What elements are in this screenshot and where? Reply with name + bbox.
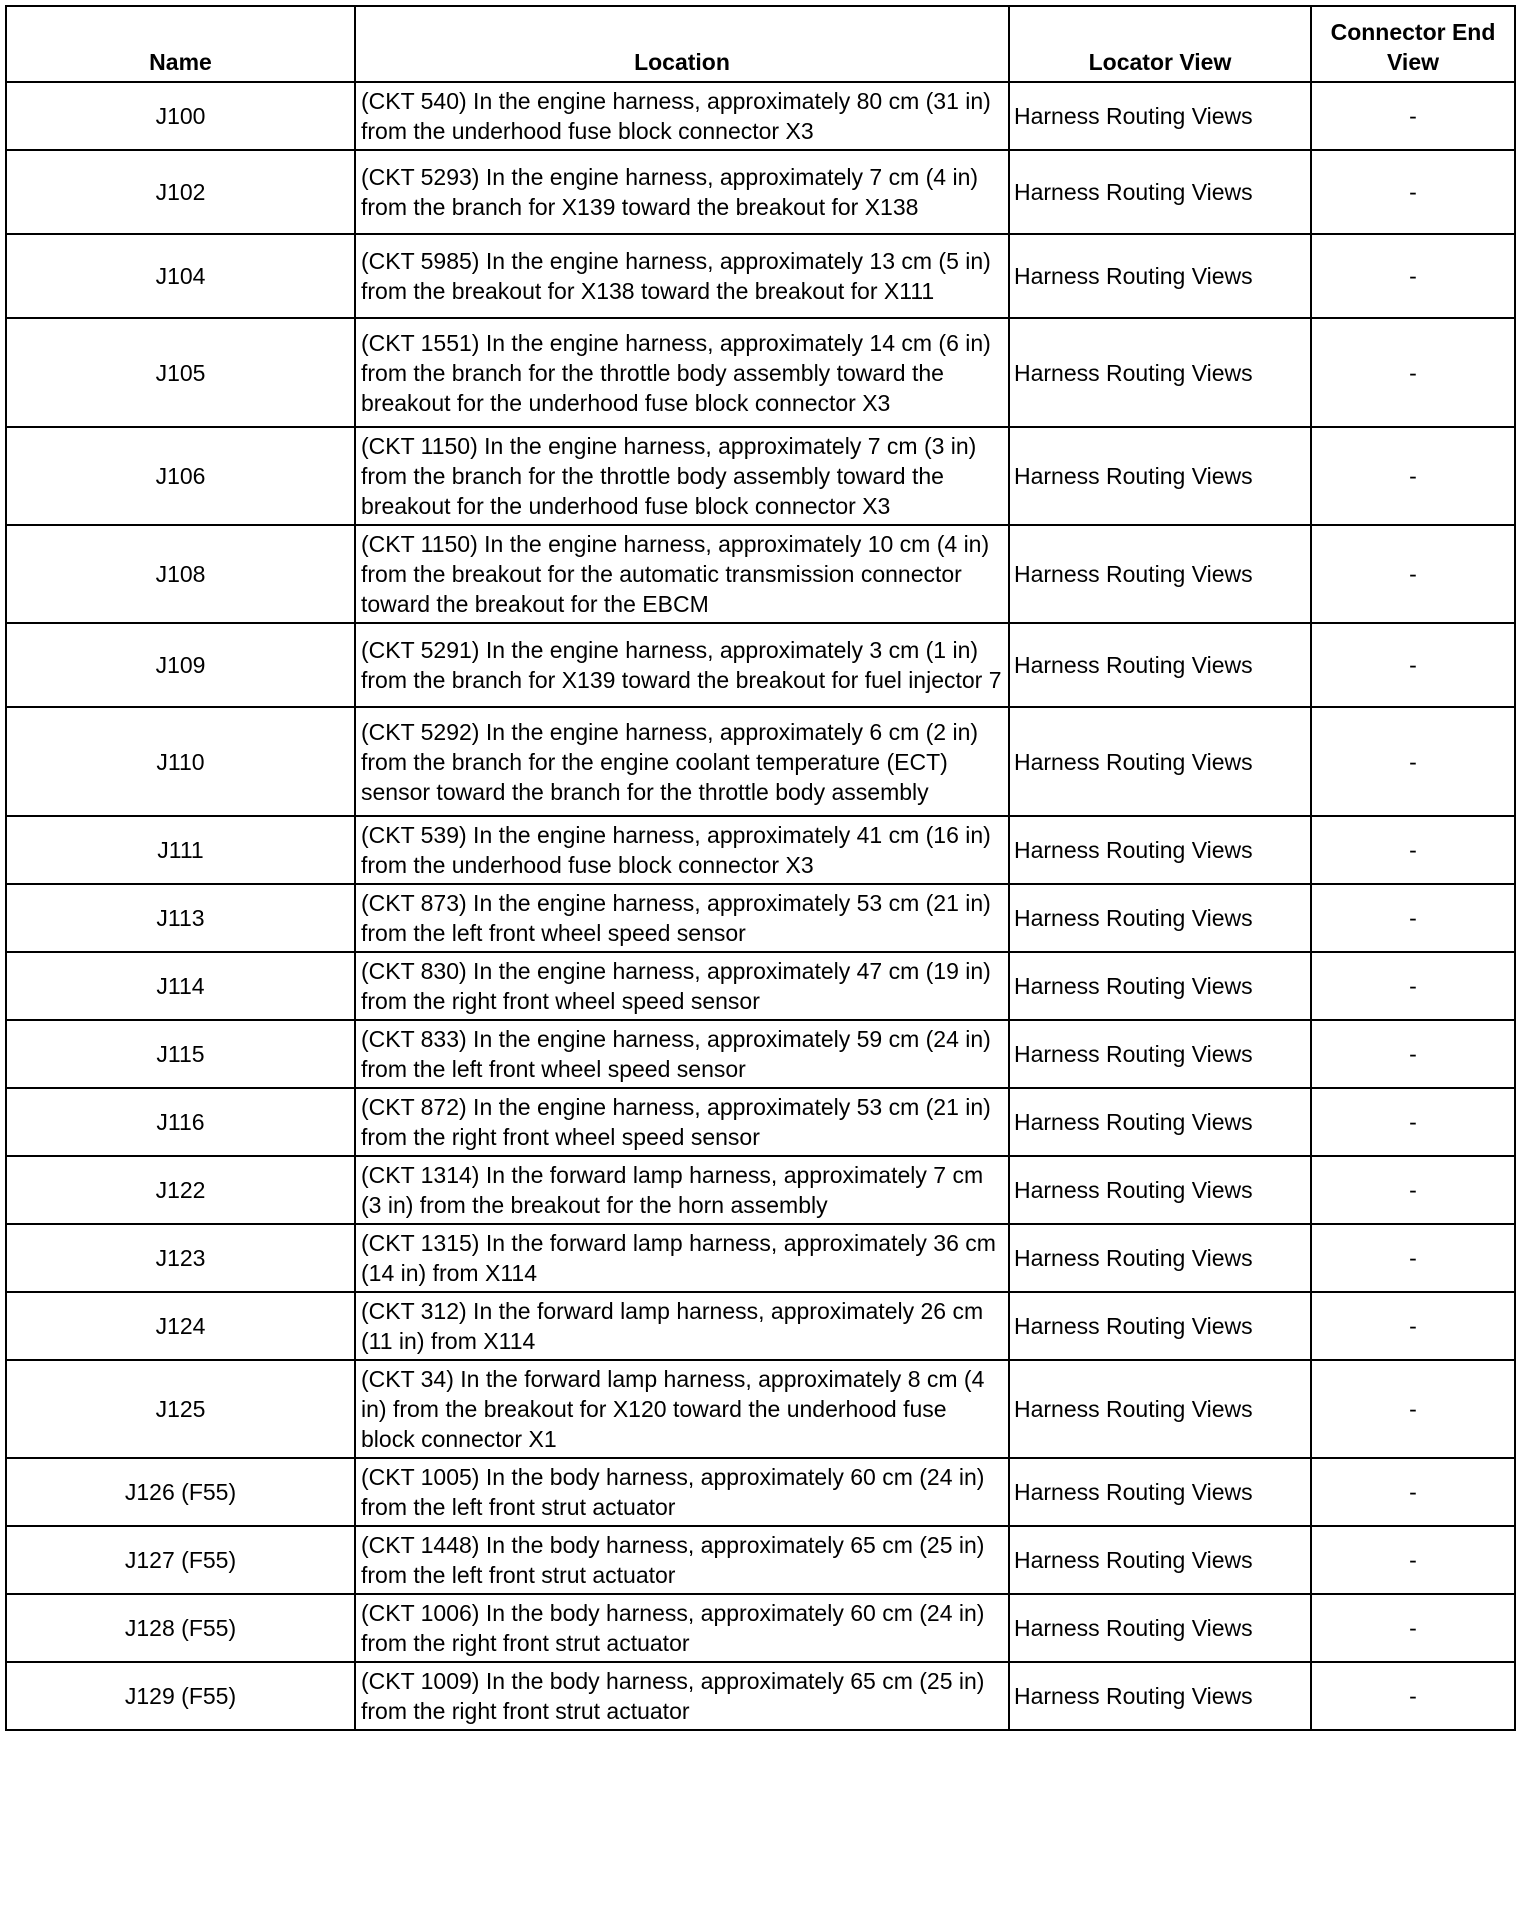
cell-locator-view[interactable]: Harness Routing Views: [1009, 884, 1311, 952]
cell-locator-view[interactable]: Harness Routing Views: [1009, 707, 1311, 816]
column-header-name: Name: [6, 6, 355, 82]
cell-name: J127 (F55): [6, 1526, 355, 1594]
cell-name: J105: [6, 318, 355, 427]
cell-connector-end-view: -: [1311, 1088, 1515, 1156]
table-row: [6, 1088, 1515, 1156]
table-row: [6, 1020, 1515, 1088]
cell-name: J122: [6, 1156, 355, 1224]
cell-locator-view[interactable]: Harness Routing Views: [1009, 150, 1311, 234]
cell-name: J110: [6, 707, 355, 816]
cell-location: (CKT 312) In the forward lamp harness, approximately 26 cm (11 in) from X114: [355, 1292, 1009, 1360]
cell-name: J102: [6, 150, 355, 234]
table-row: [6, 1662, 1515, 1730]
cell-name: J106: [6, 427, 355, 525]
cell-connector-end-view: -: [1311, 1662, 1515, 1730]
cell-name: J129 (F55): [6, 1662, 355, 1730]
cell-name: J124: [6, 1292, 355, 1360]
cell-locator-view[interactable]: Harness Routing Views: [1009, 1224, 1311, 1292]
cell-connector-end-view: -: [1311, 1458, 1515, 1526]
cell-location: (CKT 1009) In the body harness, approximately 65 cm (25 in) from the right front strut actuator: [355, 1662, 1009, 1730]
cell-locator-view[interactable]: Harness Routing Views: [1009, 1088, 1311, 1156]
cell-locator-view[interactable]: Harness Routing Views: [1009, 82, 1311, 150]
cell-locator-view[interactable]: Harness Routing Views: [1009, 1360, 1311, 1458]
cell-locator-view[interactable]: Harness Routing Views: [1009, 525, 1311, 623]
cell-connector-end-view: -: [1311, 1526, 1515, 1594]
cell-locator-view[interactable]: Harness Routing Views: [1009, 1526, 1311, 1594]
cell-locator-view[interactable]: Harness Routing Views: [1009, 318, 1311, 427]
cell-name: J128 (F55): [6, 1594, 355, 1662]
cell-locator-view[interactable]: Harness Routing Views: [1009, 623, 1311, 707]
cell-location: (CKT 1150) In the engine harness, approximately 10 cm (4 in) from the breakout for the automatic transmission connector toward the breakout for the EBCM: [355, 525, 1009, 623]
cell-name: J113: [6, 884, 355, 952]
cell-name: J125: [6, 1360, 355, 1458]
table-row: [6, 623, 1515, 707]
cell-name: J109: [6, 623, 355, 707]
cell-connector-end-view: -: [1311, 1360, 1515, 1458]
cell-location: (CKT 872) In the engine harness, approximately 53 cm (21 in) from the right front wheel speed sensor: [355, 1088, 1009, 1156]
cell-name: J115: [6, 1020, 355, 1088]
cell-location: (CKT 1551) In the engine harness, approximately 14 cm (6 in) from the branch for the throttle body assembly toward the breakout for the underhood fuse block connector X3: [355, 318, 1009, 427]
cell-name: J111: [6, 816, 355, 884]
cell-location: (CKT 1315) In the forward lamp harness, approximately 36 cm (14 in) from X114: [355, 1224, 1009, 1292]
cell-name: J100: [6, 82, 355, 150]
cell-connector-end-view: -: [1311, 816, 1515, 884]
table-row: [6, 1224, 1515, 1292]
table-row: [6, 1594, 1515, 1662]
cell-connector-end-view: -: [1311, 427, 1515, 525]
cell-connector-end-view: -: [1311, 623, 1515, 707]
table-row: [6, 1360, 1515, 1458]
table-body: [6, 82, 1515, 1730]
cell-locator-view[interactable]: Harness Routing Views: [1009, 1020, 1311, 1088]
cell-connector-end-view: -: [1311, 82, 1515, 150]
cell-name: J108: [6, 525, 355, 623]
cell-location: (CKT 873) In the engine harness, approximately 53 cm (21 in) from the left front wheel speed sensor: [355, 884, 1009, 952]
cell-name: J104: [6, 234, 355, 318]
table-row: [6, 82, 1515, 150]
table-row: [6, 707, 1515, 816]
cell-locator-view[interactable]: Harness Routing Views: [1009, 427, 1311, 525]
cell-location: (CKT 5291) In the engine harness, approximately 3 cm (1 in) from the branch for X139 toward the breakout for fuel injector 7: [355, 623, 1009, 707]
cell-location: (CKT 1150) In the engine harness, approximately 7 cm (3 in) from the branch for the throttle body assembly toward the breakout for the underhood fuse block connector X3: [355, 427, 1009, 525]
cell-connector-end-view: -: [1311, 952, 1515, 1020]
table-row: [6, 1458, 1515, 1526]
cell-connector-end-view: -: [1311, 1224, 1515, 1292]
table-row: [6, 1526, 1515, 1594]
table-row: [6, 318, 1515, 427]
cell-location: (CKT 5293) In the engine harness, approximately 7 cm (4 in) from the branch for X139 toward the breakout for X138: [355, 150, 1009, 234]
cell-locator-view[interactable]: Harness Routing Views: [1009, 234, 1311, 318]
cell-name: J126 (F55): [6, 1458, 355, 1526]
column-header-connector-end-view: Connector End View: [1311, 6, 1515, 82]
cell-location: (CKT 1005) In the body harness, approximately 60 cm (24 in) from the left front strut actuator: [355, 1458, 1009, 1526]
splice-location-table-container: [5, 5, 1514, 1731]
cell-connector-end-view: -: [1311, 1594, 1515, 1662]
table-header: [6, 6, 1515, 82]
cell-name: J116: [6, 1088, 355, 1156]
cell-location: (CKT 34) In the forward lamp harness, approximately 8 cm (4 in) from the breakout for X120 toward the underhood fuse block connector X1: [355, 1360, 1009, 1458]
cell-locator-view[interactable]: Harness Routing Views: [1009, 1156, 1311, 1224]
cell-connector-end-view: -: [1311, 234, 1515, 318]
table-row: [6, 952, 1515, 1020]
cell-connector-end-view: -: [1311, 1292, 1515, 1360]
cell-location: (CKT 1448) In the body harness, approximately 65 cm (25 in) from the left front strut actuator: [355, 1526, 1009, 1594]
cell-connector-end-view: -: [1311, 1156, 1515, 1224]
cell-location: (CKT 5985) In the engine harness, approximately 13 cm (5 in) from the breakout for X138 toward the breakout for X111: [355, 234, 1009, 318]
cell-location: (CKT 830) In the engine harness, approximately 47 cm (19 in) from the right front wheel speed sensor: [355, 952, 1009, 1020]
cell-connector-end-view: -: [1311, 884, 1515, 952]
cell-locator-view[interactable]: Harness Routing Views: [1009, 1292, 1311, 1360]
cell-locator-view[interactable]: Harness Routing Views: [1009, 1662, 1311, 1730]
column-header-locator-view: Locator View: [1009, 6, 1311, 82]
cell-location: (CKT 1006) In the body harness, approximately 60 cm (24 in) from the right front strut actuator: [355, 1594, 1009, 1662]
cell-connector-end-view: -: [1311, 707, 1515, 816]
table-row: [6, 427, 1515, 525]
header-row: [6, 6, 1515, 82]
cell-locator-view[interactable]: Harness Routing Views: [1009, 816, 1311, 884]
cell-locator-view[interactable]: Harness Routing Views: [1009, 952, 1311, 1020]
cell-location: (CKT 833) In the engine harness, approximately 59 cm (24 in) from the left front wheel speed sensor: [355, 1020, 1009, 1088]
cell-location: (CKT 539) In the engine harness, approximately 41 cm (16 in) from the underhood fuse block connector X3: [355, 816, 1009, 884]
cell-name: J123: [6, 1224, 355, 1292]
cell-location: (CKT 540) In the engine harness, approximately 80 cm (31 in) from the underhood fuse block connector X3: [355, 82, 1009, 150]
splice-location-table: [5, 5, 1516, 1731]
cell-location: (CKT 5292) In the engine harness, approximately 6 cm (2 in) from the branch for the engine coolant temperature (ECT) sensor toward the branch for the throttle body assembly: [355, 707, 1009, 816]
cell-connector-end-view: -: [1311, 525, 1515, 623]
table-row: [6, 1156, 1515, 1224]
cell-locator-view[interactable]: Harness Routing Views: [1009, 1594, 1311, 1662]
table-row: [6, 816, 1515, 884]
cell-location: (CKT 1314) In the forward lamp harness, approximately 7 cm (3 in) from the breakout for the horn assembly: [355, 1156, 1009, 1224]
cell-name: J114: [6, 952, 355, 1020]
table-row: [6, 150, 1515, 234]
cell-connector-end-view: -: [1311, 150, 1515, 234]
cell-locator-view[interactable]: Harness Routing Views: [1009, 1458, 1311, 1526]
table-row: [6, 1292, 1515, 1360]
cell-connector-end-view: -: [1311, 1020, 1515, 1088]
cell-connector-end-view: -: [1311, 318, 1515, 427]
table-row: [6, 884, 1515, 952]
column-header-location: Location: [355, 6, 1009, 82]
table-row: [6, 234, 1515, 318]
table-row: [6, 525, 1515, 623]
